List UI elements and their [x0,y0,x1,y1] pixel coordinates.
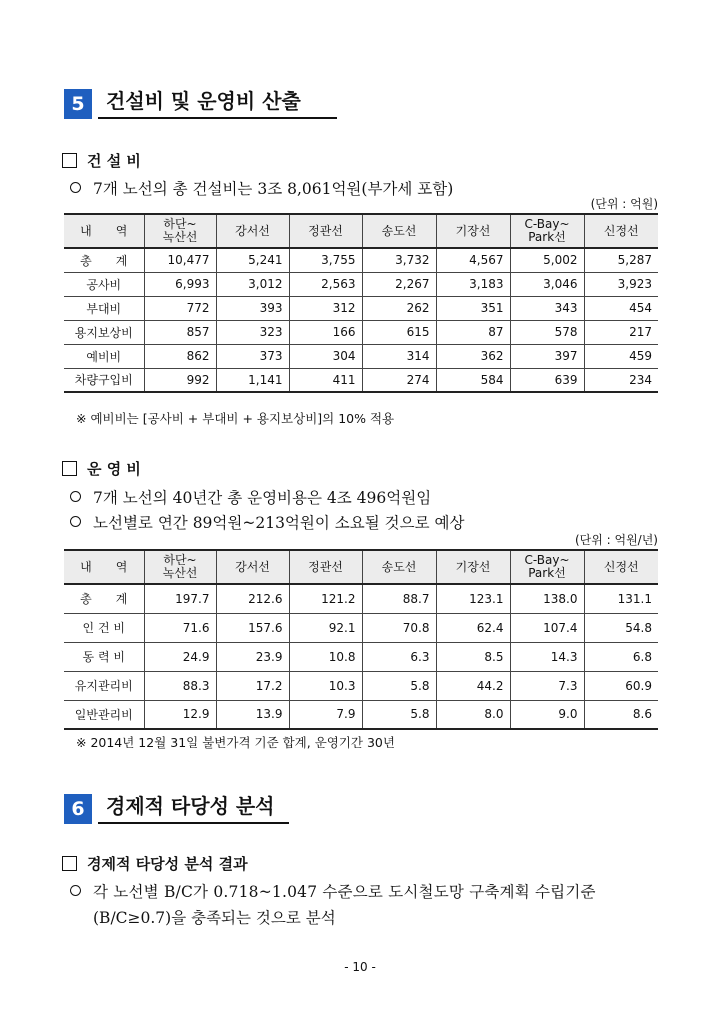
table-cell: 71.6 [144,613,216,642]
table-cell: 411 [289,368,362,392]
table-cell: 2,267 [362,272,436,296]
table-cell: 1,141 [216,368,289,392]
table-cell: 70.8 [362,613,436,642]
table-cell: 3,732 [362,248,436,272]
row-label: 일반관리비 [64,700,144,729]
table-cell: 323 [216,320,289,344]
table-cell: 584 [436,368,510,392]
row-label: 유지관리비 [64,671,144,700]
table-cell: 7.9 [289,700,362,729]
construction-heading [62,150,141,171]
table-cell: 362 [436,344,510,368]
row-label: 인 건 비 [64,613,144,642]
operation-heading [62,458,141,479]
table-cell: 17.2 [216,671,289,700]
column-header: 기장선 [436,550,510,584]
table-cell: 138.0 [510,584,584,613]
row-label: 차량구입비 [64,368,144,392]
table-cell: 88.7 [362,584,436,613]
column-header: 하단~ 녹산선 [144,550,216,584]
table-row [64,700,658,729]
table-cell: 131.1 [584,584,658,613]
table-cell: 10,477 [144,248,216,272]
table-cell: 5,002 [510,248,584,272]
operation-heading-text: 운 영 비 [87,460,141,478]
table-cell: 12.9 [144,700,216,729]
table-row [64,671,658,700]
table-cell: 54.8 [584,613,658,642]
table-row [64,320,658,344]
table-cell: 9.0 [510,700,584,729]
table-cell: 8.5 [436,642,510,671]
column-header: C-Bay~ Park선 [510,550,584,584]
table-cell: 107.4 [510,613,584,642]
operation-cost-table [64,549,658,730]
operation-bullet-1-text: 7개 노선의 40년간 총 운영비용은 4조 496억원임 [93,489,432,507]
table-row [64,248,658,272]
economic-bullet-line1: 각 노선별 B/C가 0.718~1.047 수준으로 도시철도망 구축계획 수립기준 [93,883,596,901]
table-cell: 3,923 [584,272,658,296]
row-label: 공사비 [64,272,144,296]
table-cell: 578 [510,320,584,344]
table-cell: 274 [362,368,436,392]
table-cell: 3,183 [436,272,510,296]
table-cell: 314 [362,344,436,368]
table-cell: 351 [436,296,510,320]
table-cell: 24.9 [144,642,216,671]
table-cell: 397 [510,344,584,368]
table-cell: 217 [584,320,658,344]
table-row [64,272,658,296]
column-header: C-Bay~ Park선 [510,214,584,248]
operation-bullet-2-text: 노선별로 연간 89억원~213억원이 소요될 것으로 예상 [93,514,465,532]
economic-bullet-cont [93,906,336,928]
table-cell: 857 [144,320,216,344]
column-header: 신정선 [584,214,658,248]
table-cell: 92.1 [289,613,362,642]
circle-bullet-icon [70,182,81,193]
economic-heading [62,853,248,874]
square-bullet-icon [62,856,77,871]
circle-bullet-icon [70,516,81,527]
column-header: 정관선 [289,214,362,248]
table-cell: 304 [289,344,362,368]
table-cell: 123.1 [436,584,510,613]
table-cell: 234 [584,368,658,392]
table-cell: 5.8 [362,700,436,729]
table-cell: 6.3 [362,642,436,671]
table-row [64,642,658,671]
table-cell: 262 [362,296,436,320]
construction-note: ※ 예비비는 [공사비 + 부대비 + 용지보상비]의 10% 적용 [76,411,395,426]
row-label: 동 력 비 [64,642,144,671]
table-cell: 10.8 [289,642,362,671]
construction-unit: (단위 : 억원) [590,197,658,211]
column-header: 강서선 [216,550,289,584]
table-cell: 14.3 [510,642,584,671]
table-cell: 992 [144,368,216,392]
table-cell: 615 [362,320,436,344]
table-row [64,296,658,320]
square-bullet-icon [62,153,77,168]
column-header: 내 역 [64,550,144,584]
row-label: 예비비 [64,344,144,368]
construction-heading-text: 건 설 비 [87,152,141,170]
row-label: 총 계 [64,248,144,272]
table-cell: 197.7 [144,584,216,613]
column-header: 기장선 [436,214,510,248]
operation-unit: (단위 : 억원/년) [574,533,658,547]
construction-cost-table [64,213,658,393]
table-cell: 3,012 [216,272,289,296]
table-cell: 343 [510,296,584,320]
table-cell: 157.6 [216,613,289,642]
section-6-number: 6 [64,794,92,824]
table-cell: 87 [436,320,510,344]
table-cell: 312 [289,296,362,320]
column-header: 송도선 [362,550,436,584]
operation-bullet-2 [66,511,464,533]
column-header: 신정선 [584,550,658,584]
table-cell: 2,563 [289,272,362,296]
economic-bullet-line2: (B/C≥0.7)을 충족되는 것으로 분석 [93,909,336,927]
section-5-title: 건설비 및 운영비 산출 [98,88,337,119]
table-cell: 166 [289,320,362,344]
column-header: 하단~ 녹산선 [144,214,216,248]
page-number: - 10 - [344,960,376,974]
column-header: 송도선 [362,214,436,248]
table-cell: 88.3 [144,671,216,700]
table-cell: 7.3 [510,671,584,700]
table-cell: 862 [144,344,216,368]
section-6-title: 경제적 타당성 분석 [98,793,289,824]
table-cell: 3,046 [510,272,584,296]
circle-bullet-icon [70,491,81,502]
table-cell: 373 [216,344,289,368]
table-cell: 393 [216,296,289,320]
table-cell: 5,241 [216,248,289,272]
row-label: 용지보상비 [64,320,144,344]
circle-bullet-icon [70,885,81,896]
construction-bullet-text: 7개 노선의 총 건설비는 3조 8,061억원(부가세 포함) [93,180,454,198]
table-cell: 62.4 [436,613,510,642]
table-cell: 5.8 [362,671,436,700]
section-6-heading [64,793,289,824]
table-cell: 60.9 [584,671,658,700]
table-cell: 212.6 [216,584,289,613]
economic-heading-text: 경제적 타당성 분석 결과 [87,855,248,873]
row-label: 부대비 [64,296,144,320]
column-header: 내 역 [64,214,144,248]
table-cell: 8.0 [436,700,510,729]
economic-bullet [66,880,596,902]
operation-note: ※ 2014년 12월 31일 불변가격 기준 합계, 운영기간 30년 [76,735,395,750]
table-cell: 13.9 [216,700,289,729]
table-cell: 3,755 [289,248,362,272]
row-label: 총 계 [64,584,144,613]
construction-bullet [66,177,453,199]
section-5-number: 5 [64,89,92,119]
table-row [64,368,658,392]
table-cell: 121.2 [289,584,362,613]
table-cell: 6,993 [144,272,216,296]
table-cell: 772 [144,296,216,320]
table-row [64,613,658,642]
table-cell: 639 [510,368,584,392]
table-cell: 454 [584,296,658,320]
table-cell: 8.6 [584,700,658,729]
table-cell: 5,287 [584,248,658,272]
section-5-heading [64,88,337,119]
table-cell: 4,567 [436,248,510,272]
square-bullet-icon [62,461,77,476]
table-cell: 459 [584,344,658,368]
table-row [64,584,658,613]
operation-bullet-1 [66,486,431,508]
table-cell: 23.9 [216,642,289,671]
table-cell: 6.8 [584,642,658,671]
table-row [64,344,658,368]
table-cell: 10.3 [289,671,362,700]
column-header: 정관선 [289,550,362,584]
column-header: 강서선 [216,214,289,248]
table-cell: 44.2 [436,671,510,700]
